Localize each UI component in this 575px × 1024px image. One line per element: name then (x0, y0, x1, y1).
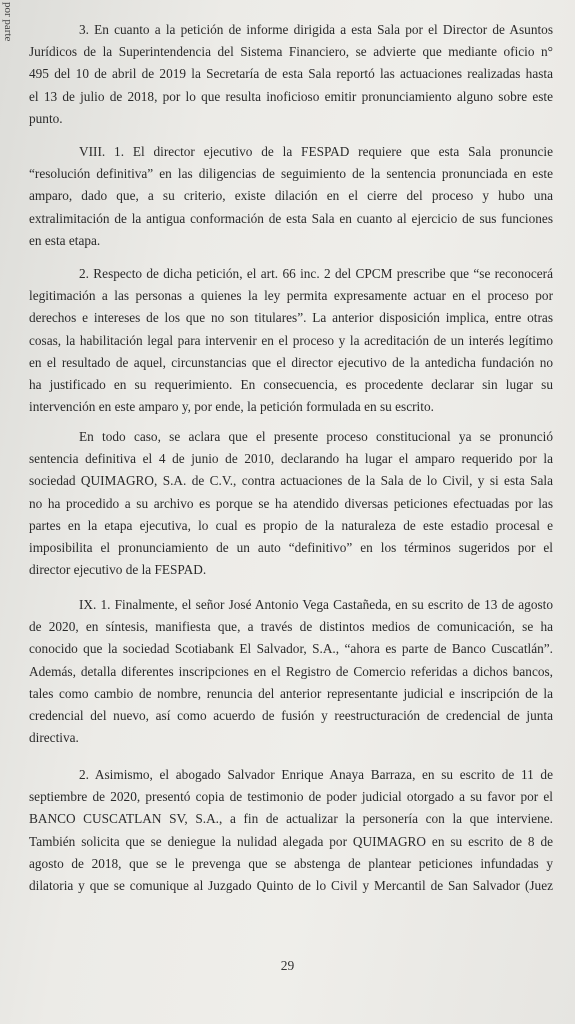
text-line: cosas, la habilitación legal para intervenir en el proceso y la acreditación de un interés legítimo (29, 332, 553, 348)
text-line: directiva. (29, 730, 79, 746)
text-line: 495 del 10 de abril de 2019 la Secretaría de esta Sala reportó las actuaciones realizadas hasta (29, 66, 553, 82)
text-line: En todo caso, se aclara que el presente proceso constitucional ya se pronunció (79, 429, 553, 444)
paragraph-1 (29, 19, 553, 130)
text-line: VIII. 1. El director ejecutivo de la FESPAD requiere que esta Sala pronuncie (79, 144, 553, 159)
text-line: ha justificado en su requerimiento. En consecuencia, es procedente declarar sin lugar su (29, 376, 553, 392)
text-line: agosto de 2018, que se le prevenga que se abstenga de plantear peticiones infundadas y (29, 855, 553, 871)
paragraph-5 (29, 594, 553, 749)
text-line: el 13 de julio de 2018, por lo que resulta inoficioso emitir pronunciamiento alguno sobre este (29, 88, 553, 104)
paragraph-4 (29, 426, 553, 581)
page-number: 29 (280, 958, 295, 973)
text-line: en esta etapa. (29, 232, 101, 248)
text-line: sociedad QUIMAGRO, S.A. de C.V., contra actuaciones de la Sala de lo Civil, y si esta Sala (29, 473, 553, 489)
paragraph-3 (29, 263, 553, 418)
text-line: septiembre de 2020, presentó copia de testimonio de poder judicial otorgado a su favor por el (29, 789, 553, 805)
text-line: punto. (29, 110, 63, 126)
text-line: Jurídicos de la Superintendencia del Sistema Financiero, se advierte que mediante oficio n° (29, 44, 553, 60)
text-line: credencial del nuevo, así como acuerdo de fusión y reestructuración de credencial de junta (29, 707, 553, 723)
text-line: amparo, dado que, a su criterio, existe dilación en el cierre del proceso y hubo una (29, 188, 553, 204)
margin-note: por parte (2, 2, 14, 42)
text-line: director ejecutivo de la FESPAD. (29, 562, 207, 578)
text-line: 2. Asimismo, el abogado Salvador Enrique Anaya Barraza, en su escrito de 11 de (79, 767, 553, 782)
text-line: de 2020, en síntesis, manifiesta que, a través de distintos medios de comunicación, se ha (29, 619, 553, 635)
text-line: en el resultado de aquel, circunstancias que el director ejecutivo de la antedicha fundación no (29, 354, 553, 370)
text-line: extralimitación de la antigua conformación de esta Sala en cuanto al ejercicio de sus funciones (29, 210, 553, 226)
text-line: dilatoria y que se comunique al Juzgado Quinto de lo Civil y Mercantil de San Salvador (Juez (29, 877, 553, 893)
text-line: legitimación a las personas a quienes la ley permita expresamente actuar en el proceso por (29, 288, 553, 304)
text-line: no ha procedido a su archivo es porque se ha atendido diversas peticiones efectuadas por las (29, 495, 553, 511)
text-line: imposibilita el pronunciamiento de un auto “definitivo” en los términos sugeridos por el (29, 539, 553, 555)
text-line: También solicita que se deniegue la nulidad alegada por QUIMAGRO en su escrito de 8 de (29, 833, 553, 849)
text-line: IX. 1. Finalmente, el señor José Antonio Vega Castañeda, en su escrito de 13 de agosto (79, 597, 553, 612)
text-line: 3. En cuanto a la petición de informe dirigida a esta Sala por el Director de Asuntos (79, 22, 553, 37)
paragraph-2 (29, 141, 553, 252)
text-line: “resolución definitiva” en las diligencias de seguimiento de la sentencia pronunciada en este (29, 166, 553, 182)
text-line: derechos e intereses de los que no son titulares”. La anterior disposición implica, entre otras (29, 310, 553, 326)
text-line: sentencia definitiva el 4 de junio de 2010, declarando ha lugar el amparo requerido por la (29, 451, 553, 467)
text-line: partes en la etapa ejecutiva, lo cual es propio de la naturaleza de este estadio procesal e (29, 517, 553, 533)
text-line: conocido que la sociedad Scotiabank El Salvador, S.A., “ahora es parte de Banco Cuscatlán”. (29, 641, 553, 657)
text-line: 2. Respecto de dicha petición, el art. 66 inc. 2 del CPCM prescribe que “se reconocerá (79, 266, 553, 281)
text-line: Además, detalla diferentes inscripciones en el Registro de Comercio referidas a dichos bancos, (29, 663, 553, 679)
paragraph-6 (29, 764, 553, 897)
text-line: tales como cambio de nombre, renuncia del anterior representante judicial e inscripción de la (29, 685, 553, 701)
text-line: intervención en este amparo y, por ende, la petición formulada en su escrito. (29, 399, 434, 415)
text-line: BANCO CUSCATLAN SV, S.A., a fin de actualizar la personería con la que interviene. (29, 811, 553, 827)
